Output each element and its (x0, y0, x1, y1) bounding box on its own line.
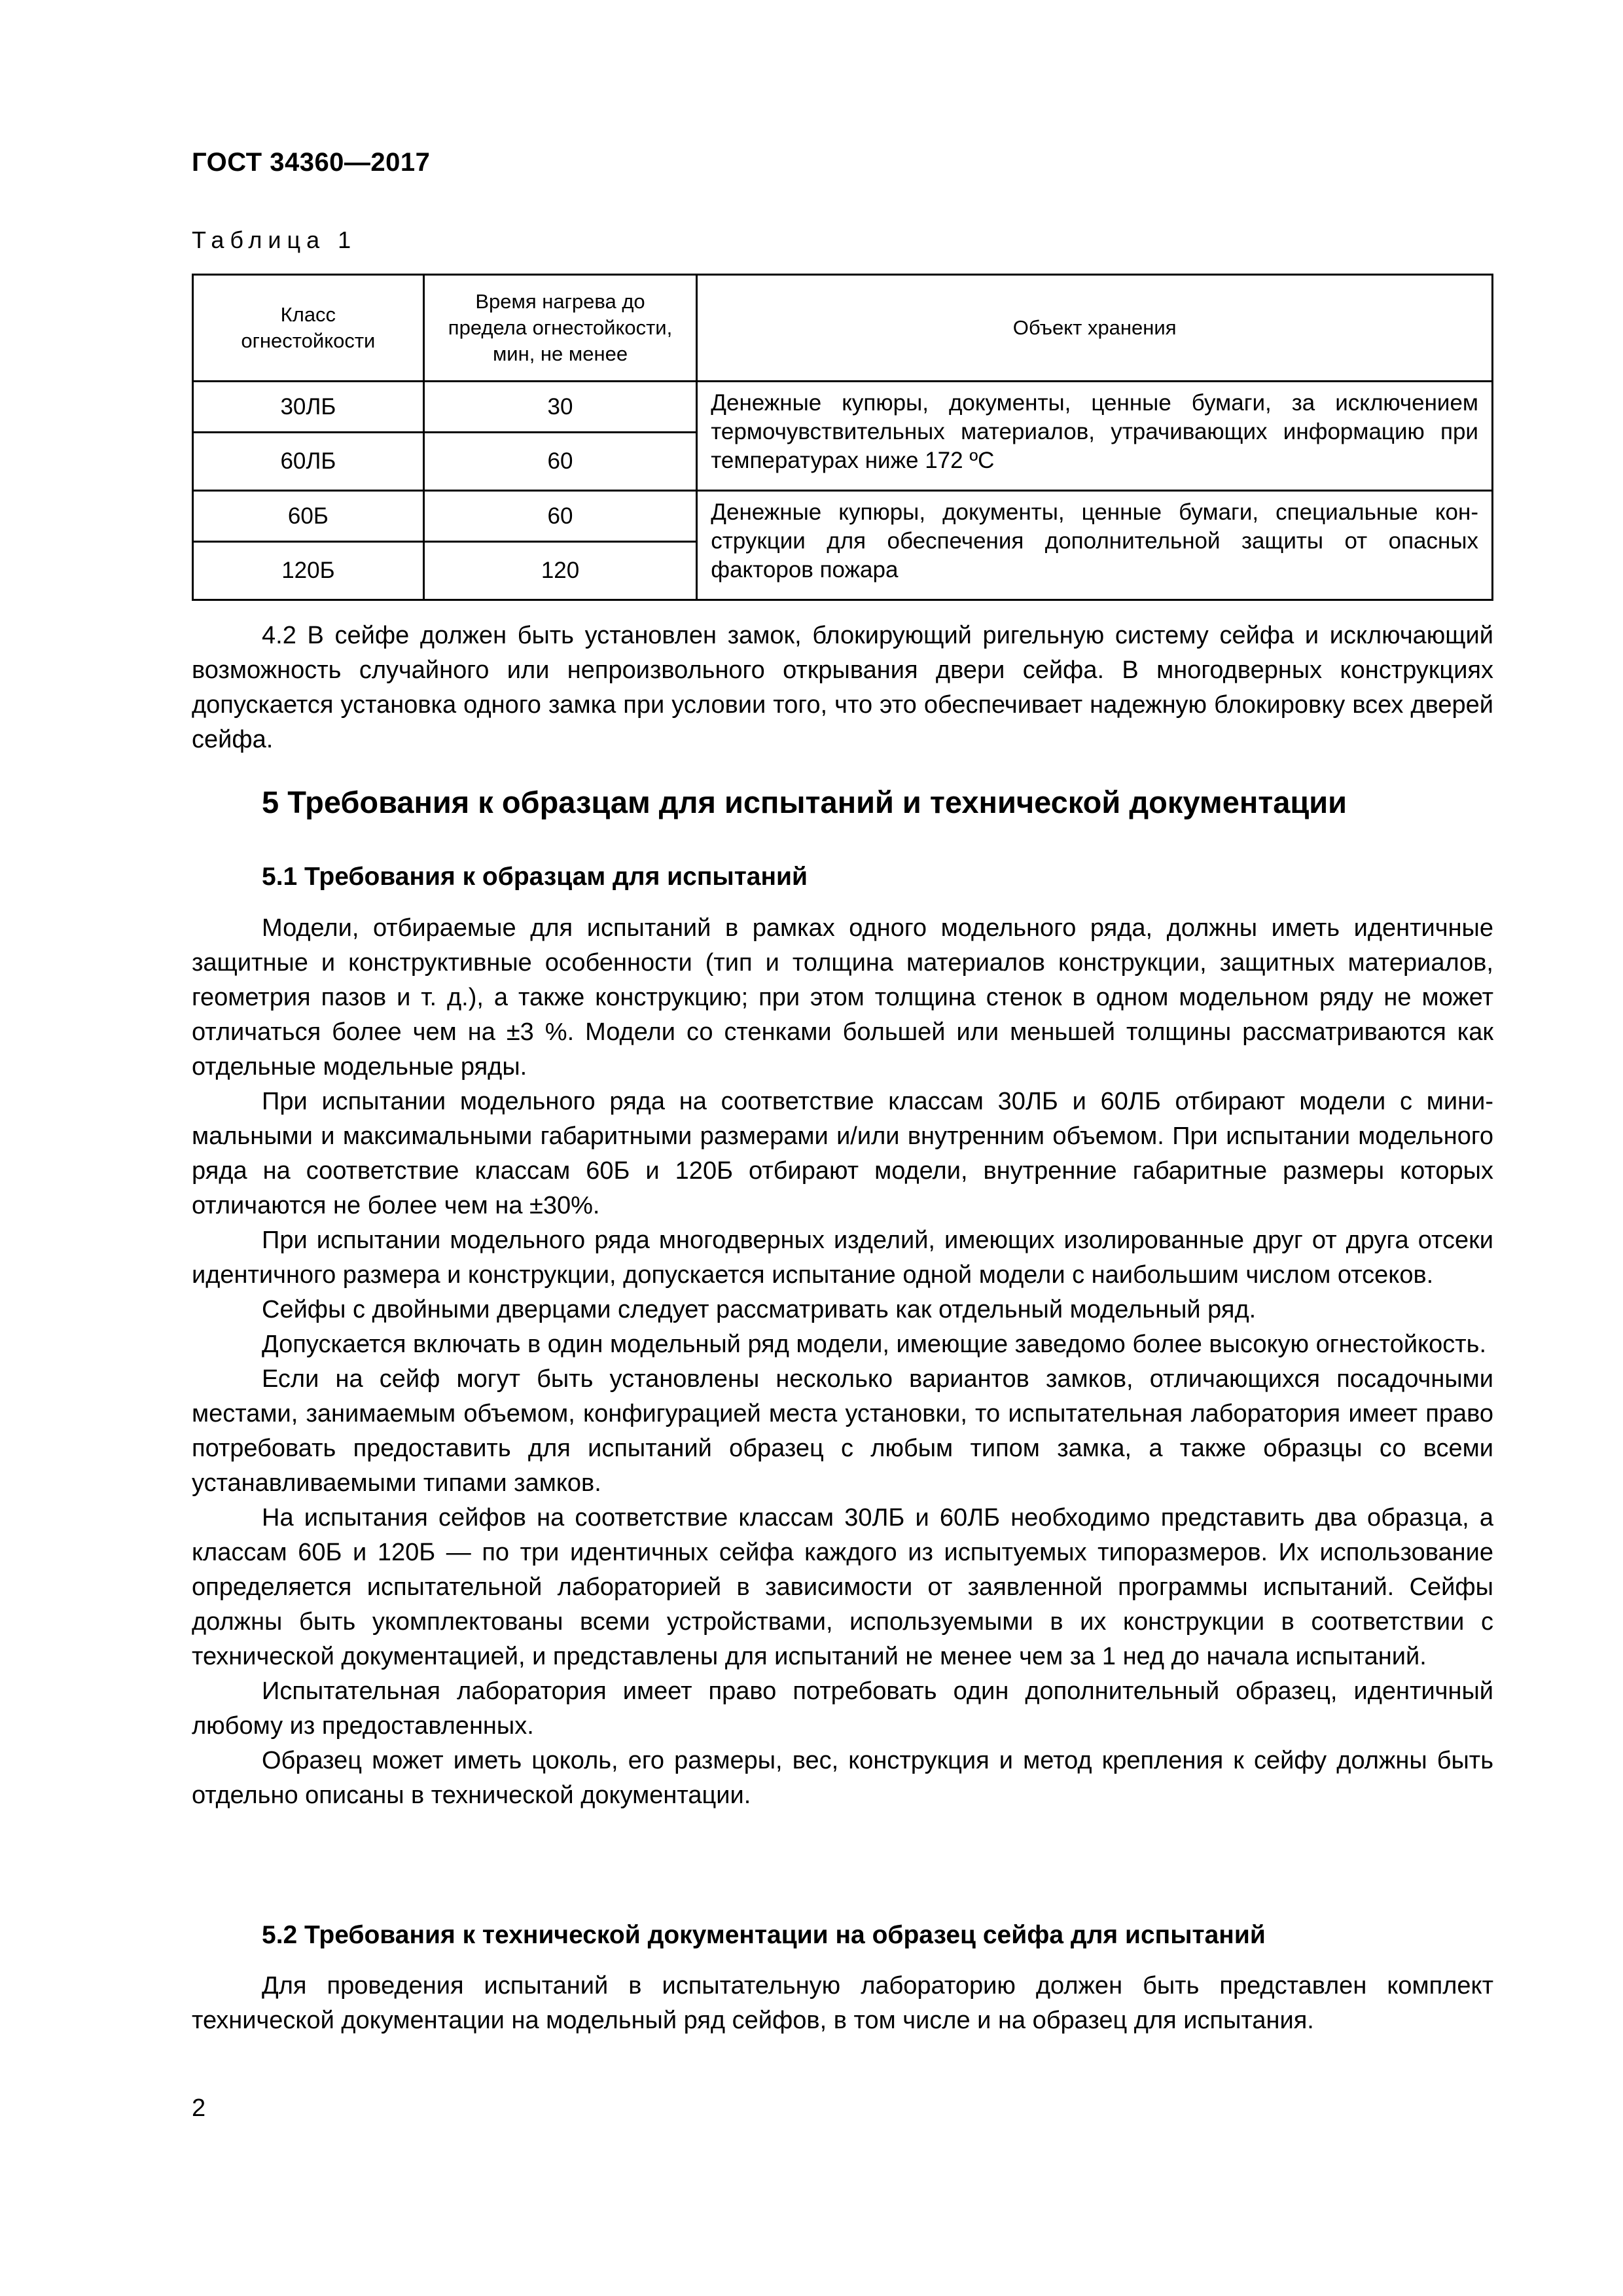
table-cell: 30ЛБ (193, 382, 424, 433)
paragraph: Образец может иметь цоколь, его размеры, вес, конструкция и метод крепления к сейфу должны быть отдельно описаны в технической документации. (192, 1747, 1493, 1809)
table-caption: Таблица 1 (192, 226, 357, 253)
section-5-title: 5 Требования к образцам для испытаний и технической документации (262, 785, 1347, 819)
paragraph: Допускается включать в один модельный ряд модели, имеющие заведомо более высокую огнестойкость. (262, 1331, 1486, 1358)
paragraph: Испытательная лаборатория имеет право потребовать один дополнительный образец, идентичный любому из предоставленных. (192, 1677, 1493, 1740)
paragraph: Если на сейф могут быть установлены несколько вариантов замков, отличающихся посадочными местами, занимаемым объемом, конфигурацией места установки, то испытательная лаборатория имеет право потребовать предоставить для испытаний образец с любым типом замка, а также образцы со всеми устанавливаемыми типами замков. (192, 1365, 1493, 1497)
paragraph: Сейфы с двойными дверцами следует рассматривать как отдельный модельный ряд. (262, 1296, 1257, 1323)
table-cell: 30 (423, 382, 697, 433)
paragraph: При испытании модельного ряда на соответствие классам 30ЛБ и 60ЛБ отбирают модели с минимальными и максимальными габаритными размерами и/или внутренним объемом. При испытании модельного ряда на соответствие классам 60Б и 120Б отбирают модели, внутренние габаритные размеры которых отличаются не более чем на ±30%. (192, 1088, 1493, 1219)
section-5-2-title: 5.2 Требования к технической документации на образец сейфа для испытаний (262, 1921, 1266, 1949)
page-number: 2 (192, 2094, 206, 2122)
clause-4-2 (192, 619, 1493, 757)
fire-resistance-table (192, 274, 1493, 601)
paragraph: Для проведения испытаний в испытательную лабораторию должен быть представлен комплект технической документации на модельный ряд сейфов, в том числе и на образец для испытания. (192, 1972, 1493, 2034)
paragraph: На испытания сейфов на соответствие классам 30ЛБ и 60ЛБ необходимо представить два образца, а классам 60Б и 120Б — по три идентичных сейфа каждого из испытуемых типоразмеров. Их использование определяется испытательной лабораторией в зависимости от заявленной программы испытаний. Сейфы должны быть укомплектованы всеми устройствами, используемыми в их конструкции в соответствии с технической документацией, и представлены для испытаний не менее чем за 1 нед до начала испытаний. (192, 1504, 1493, 1670)
section-5-1-title: 5.1 Требования к образцам для испытаний (262, 863, 808, 891)
column-header: Время нагрева до предела огнестойкости, мин, не менее (423, 275, 697, 382)
document-header: ГОСТ 34360—2017 (192, 148, 431, 177)
paragraph: 4.2 В сейфе должен быть установлен замок, блокирующий ригельную систему сейфа и исключающий возможность случайного или непроизвольного открывания двери сейфа. В многодверных конструкциях допускается установка одного замка при условии того, что это обеспечивает надежную блокировку всех дверей сейфа. (192, 622, 1493, 753)
column-header: Класс огнестойкости (193, 275, 424, 382)
table-cell: 60 (423, 433, 697, 491)
table-row (193, 491, 1493, 542)
table-cell: 120 (423, 542, 697, 600)
table-row (193, 382, 1493, 433)
paragraph: При испытании модельного ряда многодверных изделий, имеющих изолированные друг от друга отсеки идентичного размера и конструкции, допускается испытание одной модели с наибольшим числом отсеков. (192, 1227, 1493, 1289)
table-cell: 60ЛБ (193, 433, 424, 491)
table-cell: Денежные купюры, документы, ценные бумаги, за исключением термочувствительных материалов, утрачивающих информацию при температурах ниже 172 ºС (697, 382, 1493, 491)
table-cell: 60 (423, 491, 697, 542)
section-5-2-body (192, 1969, 1493, 2038)
paragraph: Модели, отбираемые для испытаний в рамках одного модельного ряда, должны иметь идентичные защитные и конструктивные особенности (тип и толщина материалов конструкции, защитных материалов, геометрия пазов и т. д.), а также конструкцию; при этом толщина стенок в одном модельном ряду не может отличаться более чем на ±3 %. Модели со стенками большей или меньшей толщины рассматриваются как отдельные модельные ряды. (192, 914, 1493, 1081)
table-cell: 120Б (193, 542, 424, 600)
table-cell: 60Б (193, 491, 424, 542)
column-header: Объект хранения (697, 275, 1493, 382)
table-cell: Денежные купюры, документы, ценные бумаги, специальные конструкции для обеспечения дополнительной защиты от опасных факторов пожара (697, 491, 1493, 600)
section-5-1-body (192, 911, 1493, 1813)
table-header-row (193, 275, 1493, 382)
